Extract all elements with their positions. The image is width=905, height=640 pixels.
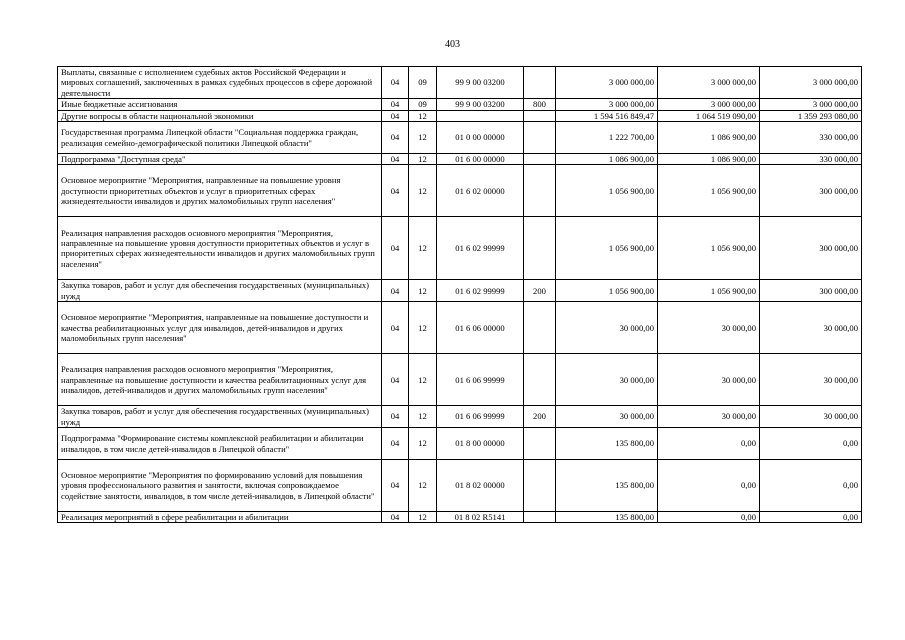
- cell-target-article: 01 6 02 00000: [437, 165, 524, 217]
- cell-amount-year-1: 3 000 000,00: [556, 99, 658, 110]
- cell-amount-year-3: 300 000,00: [760, 217, 862, 280]
- cell-amount-year-3: 30 000,00: [760, 406, 862, 428]
- cell-amount-year-3: 0,00: [760, 428, 862, 460]
- cell-amount-year-1: 135 800,00: [556, 428, 658, 460]
- cell-amount-year-2: 3 000 000,00: [658, 67, 760, 99]
- cell-section: 04: [382, 428, 409, 460]
- cell-expense-type: [524, 122, 556, 154]
- cell-amount-year-2: 1 064 519 090,00: [658, 110, 760, 121]
- cell-expense-type: 800: [524, 99, 556, 110]
- table-row: [58, 165, 862, 217]
- cell-name: Закупка товаров, работ и услуг для обеспечения государственных (муниципальных) нужд: [58, 406, 382, 428]
- cell-amount-year-3: 300 000,00: [760, 280, 862, 302]
- cell-subsection: 12: [409, 122, 437, 154]
- cell-amount-year-3: 330 000,00: [760, 154, 862, 165]
- cell-target-article: 01 6 02 99999: [437, 280, 524, 302]
- cell-amount-year-2: 0,00: [658, 512, 760, 523]
- cell-expense-type: [524, 512, 556, 523]
- cell-target-article: 01 8 02 00000: [437, 460, 524, 512]
- cell-name: Подпрограмма "Доступная среда": [58, 154, 382, 165]
- cell-expense-type: [524, 67, 556, 99]
- cell-subsection: 09: [409, 99, 437, 110]
- table-row: [58, 354, 862, 406]
- cell-target-article: 01 0 00 00000: [437, 122, 524, 154]
- table-row: [58, 460, 862, 512]
- cell-amount-year-2: 1 086 900,00: [658, 122, 760, 154]
- cell-amount-year-1: 30 000,00: [556, 354, 658, 406]
- cell-amount-year-2: 3 000 000,00: [658, 99, 760, 110]
- cell-amount-year-2: 1 056 900,00: [658, 217, 760, 280]
- cell-amount-year-1: 135 800,00: [556, 512, 658, 523]
- cell-section: 04: [382, 217, 409, 280]
- cell-name: Основное мероприятие "Мероприятия, направленные на повышение доступности и качества реабилитационных услуг для инвалидов, детей-инвалидов и других маломобильных групп населения": [58, 302, 382, 354]
- cell-subsection: 09: [409, 67, 437, 99]
- cell-amount-year-2: 0,00: [658, 428, 760, 460]
- cell-section: 04: [382, 406, 409, 428]
- cell-expense-type: [524, 165, 556, 217]
- cell-name: Выплаты, связанные с исполнением судебных актов Российской Федерации и мировых соглашений, заключенных в рамках судебных процессов в сфере дорожной деятельности: [58, 67, 382, 99]
- cell-name: Государственная программа Липецкой области "Социальная поддержка граждан, реализация семейно-демографической политики Липецкой области": [58, 122, 382, 154]
- cell-amount-year-3: 1 359 293 080,00: [760, 110, 862, 121]
- cell-section: 04: [382, 122, 409, 154]
- cell-expense-type: [524, 354, 556, 406]
- cell-subsection: 12: [409, 460, 437, 512]
- cell-section: 04: [382, 110, 409, 121]
- cell-amount-year-1: 1 056 900,00: [556, 217, 658, 280]
- cell-target-article: 01 6 06 99999: [437, 406, 524, 428]
- cell-target-article: 01 8 02 R5141: [437, 512, 524, 523]
- cell-target-article: 01 6 06 00000: [437, 302, 524, 354]
- cell-amount-year-2: 30 000,00: [658, 354, 760, 406]
- cell-name: Другие вопросы в области национальной экономики: [58, 110, 382, 121]
- table-row: [58, 154, 862, 165]
- cell-expense-type: 200: [524, 406, 556, 428]
- cell-amount-year-1: 1 056 900,00: [556, 280, 658, 302]
- cell-subsection: 12: [409, 165, 437, 217]
- cell-name: Реализация мероприятий в сфере реабилитации и абилитации: [58, 512, 382, 523]
- cell-amount-year-1: 1 594 516 849,47: [556, 110, 658, 121]
- cell-target-article: 01 6 00 00000: [437, 154, 524, 165]
- cell-subsection: 12: [409, 406, 437, 428]
- cell-section: 04: [382, 460, 409, 512]
- cell-amount-year-1: 30 000,00: [556, 302, 658, 354]
- cell-amount-year-1: 3 000 000,00: [556, 67, 658, 99]
- cell-amount-year-1: 1 086 900,00: [556, 154, 658, 165]
- cell-subsection: 12: [409, 280, 437, 302]
- cell-expense-type: 200: [524, 280, 556, 302]
- cell-name: Закупка товаров, работ и услуг для обеспечения государственных (муниципальных) нужд: [58, 280, 382, 302]
- cell-subsection: 12: [409, 354, 437, 406]
- cell-target-article: 99 9 00 03200: [437, 67, 524, 99]
- table-row: [58, 302, 862, 354]
- table-row: [58, 110, 862, 121]
- page-number: 403: [445, 39, 460, 50]
- table-row: [58, 406, 862, 428]
- table-row: [58, 217, 862, 280]
- cell-amount-year-1: 30 000,00: [556, 406, 658, 428]
- table-row: [58, 122, 862, 154]
- table-row: [58, 99, 862, 110]
- table-row: [58, 428, 862, 460]
- cell-target-article: [437, 110, 524, 121]
- cell-amount-year-2: 30 000,00: [658, 302, 760, 354]
- cell-name: Подпрограмма "Формирование системы комплексной реабилитации и абилитации инвалидов, в том числе детей-инвалидов в Липецкой области": [58, 428, 382, 460]
- cell-subsection: 12: [409, 217, 437, 280]
- cell-name: Основное мероприятие "Мероприятия по формированию условий для повышения уровня профессионального развития и занятости, включая сопровождаемое содействие занятости, инвалидов, в том числе детей-инвалидов, в Липецкой области": [58, 460, 382, 512]
- cell-amount-year-2: 1 056 900,00: [658, 165, 760, 217]
- cell-section: 04: [382, 67, 409, 99]
- cell-expense-type: [524, 460, 556, 512]
- cell-target-article: 01 8 00 00000: [437, 428, 524, 460]
- cell-expense-type: [524, 110, 556, 121]
- cell-name: Реализация направления расходов основного мероприятия "Мероприятия, направленные на повышение доступности и качества реабилитационных услуг для инвалидов, детей-инвалидов и других маломобильных групп населения": [58, 354, 382, 406]
- cell-amount-year-3: 3 000 000,00: [760, 67, 862, 99]
- budget-table: [57, 66, 862, 523]
- cell-amount-year-2: 1 086 900,00: [658, 154, 760, 165]
- cell-section: 04: [382, 165, 409, 217]
- cell-subsection: 12: [409, 428, 437, 460]
- cell-target-article: 01 6 06 99999: [437, 354, 524, 406]
- cell-amount-year-3: 300 000,00: [760, 165, 862, 217]
- table-row: [58, 512, 862, 523]
- cell-amount-year-1: 1 056 900,00: [556, 165, 658, 217]
- cell-amount-year-1: 135 800,00: [556, 460, 658, 512]
- cell-target-article: 01 6 02 99999: [437, 217, 524, 280]
- cell-expense-type: [524, 302, 556, 354]
- cell-amount-year-3: 30 000,00: [760, 302, 862, 354]
- cell-subsection: 12: [409, 154, 437, 165]
- cell-section: 04: [382, 512, 409, 523]
- cell-name: Реализация направления расходов основного мероприятия "Мероприятия, направленные на повышение уровня доступности приоритетных объектов и услуг в приоритетных сферах жизнедеятельности инвалидов и других маломобильных групп населения": [58, 217, 382, 280]
- cell-name: Основное мероприятие "Мероприятия, направленные на повышение уровня доступности приоритетных объектов и услуг в приоритетных сферах жизнедеятельности инвалидов и других маломобильных групп населения": [58, 165, 382, 217]
- cell-amount-year-2: 1 056 900,00: [658, 280, 760, 302]
- cell-section: 04: [382, 154, 409, 165]
- cell-amount-year-2: 0,00: [658, 460, 760, 512]
- cell-expense-type: [524, 428, 556, 460]
- cell-amount-year-3: 0,00: [760, 460, 862, 512]
- cell-section: 04: [382, 354, 409, 406]
- cell-target-article: 99 9 00 03200: [437, 99, 524, 110]
- cell-subsection: 12: [409, 110, 437, 121]
- cell-expense-type: [524, 154, 556, 165]
- cell-subsection: 12: [409, 302, 437, 354]
- table-row: [58, 67, 862, 99]
- table-row: [58, 280, 862, 302]
- cell-amount-year-3: 3 000 000,00: [760, 99, 862, 110]
- cell-amount-year-3: 330 000,00: [760, 122, 862, 154]
- cell-expense-type: [524, 217, 556, 280]
- cell-amount-year-3: 0,00: [760, 512, 862, 523]
- cell-amount-year-1: 1 222 700,00: [556, 122, 658, 154]
- cell-section: 04: [382, 99, 409, 110]
- cell-name: Иные бюджетные ассигнования: [58, 99, 382, 110]
- cell-amount-year-2: 30 000,00: [658, 406, 760, 428]
- cell-amount-year-3: 30 000,00: [760, 354, 862, 406]
- cell-subsection: 12: [409, 512, 437, 523]
- cell-section: 04: [382, 302, 409, 354]
- cell-section: 04: [382, 280, 409, 302]
